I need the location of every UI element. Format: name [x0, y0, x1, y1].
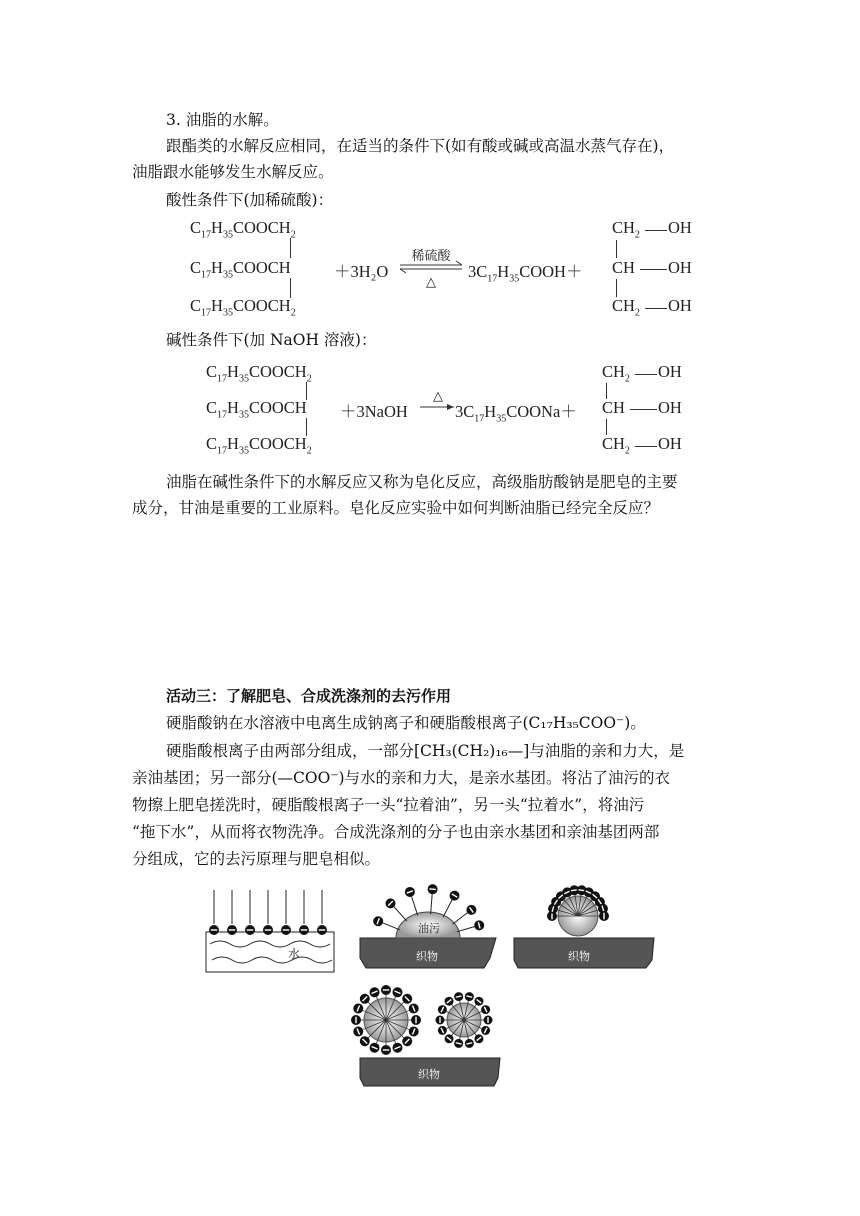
activity-heading: 活动三：了解肥皂、合成洗涤剂的去污作用	[166, 687, 452, 705]
intro-line-1: 跟酯类的水解反应相同，在适当的条件下(如有酸或碱或高温水蒸气存在)，	[166, 137, 675, 155]
triglyceride-row-3: $C_{17}H_{35}COOCH_2$	[206, 434, 312, 457]
triglyceride-row-1: $C_{17}H_{35}COOCH_2$	[190, 218, 296, 241]
hydrophilic-head	[209, 925, 219, 935]
activity-p2-line1: 硬脂酸根离子由两部分组成，一部分[CH₃(CH₂)₁₆—]与油脂的亲和力大，是	[166, 742, 685, 760]
acid-condition-label: 酸性条件下(加稀硫酸)：	[166, 191, 334, 209]
hydrophilic-head	[381, 985, 391, 995]
hydrophilic-head	[481, 1026, 490, 1035]
hydrophilic-head	[299, 925, 309, 935]
bond	[645, 308, 667, 309]
bond	[635, 446, 657, 447]
hydrophilic-head	[245, 925, 255, 935]
detergent-figure	[200, 880, 670, 1090]
hydrophilic-head	[599, 911, 609, 921]
hydrophilic-head	[454, 992, 463, 1001]
hydrophilic-head	[227, 925, 237, 935]
glycerol-oh-1: OH	[658, 362, 682, 381]
condition-bottom: △	[426, 275, 436, 290]
glycerol-oh-1: OH	[668, 218, 692, 237]
hydrophilic-head	[405, 887, 415, 897]
hydrophilic-head	[370, 987, 380, 997]
micelle	[547, 885, 609, 936]
glycerol-oh-3: OH	[658, 434, 682, 453]
triglyceride-row-2: $C_{17}H_{35}COOCH$	[206, 398, 307, 421]
micelle	[351, 985, 421, 1055]
hydrophilic-head	[454, 1039, 463, 1048]
bond	[606, 419, 607, 435]
hydrophilic-head	[465, 992, 474, 1001]
glycerol-row-2: CH	[612, 258, 635, 277]
hydrophilic-head	[474, 1034, 483, 1043]
glycerol-row-1: $CH_2$	[612, 218, 640, 241]
summary-line-1: 油脂在碱性条件下的水解反应又称为皂化反应，高级脂肪酸钠是肥皂的主要	[166, 473, 678, 491]
hydrophilic-head	[481, 1005, 490, 1014]
product-sodium-stearate: $3C_{17}H_{35}COONa+$	[455, 402, 577, 425]
oil-label: 油污	[418, 922, 440, 935]
bond	[630, 409, 657, 410]
intro-line-2: 油脂跟水能够发生水解反应。	[132, 163, 334, 181]
glycerol-row-2: CH	[602, 398, 625, 417]
hydrophilic-head	[428, 884, 438, 894]
hydrophilic-head	[353, 1004, 363, 1014]
panel-oil-on-fabric	[360, 884, 496, 968]
forward-arrow	[418, 386, 458, 414]
micelle	[436, 992, 493, 1048]
glycerol-oh-2: OH	[658, 398, 682, 417]
hydrophilic-head	[381, 1045, 391, 1055]
hydrophilic-head	[386, 898, 396, 908]
panel-water-surface	[206, 890, 334, 972]
hydrophilic-head	[474, 997, 483, 1006]
hydrophilic-head	[409, 1004, 419, 1014]
alkali-condition-label: 碱性条件下(加 NaOH 溶液)：	[166, 331, 377, 349]
activity-p2-line4: “拖下水”，从而将衣物洗净。合成洗涤剂的分子也由亲水基团和亲油基团两部	[132, 823, 660, 841]
bond	[290, 278, 291, 298]
hydrophilic-head	[351, 1015, 361, 1025]
hydrophilic-head	[263, 925, 273, 935]
glycerol-row-3: $CH_2$	[602, 434, 630, 457]
hydrophilic-head	[438, 1005, 447, 1014]
triglyceride-row-3: $C_{17}H_{35}COOCH_2$	[190, 296, 296, 319]
hydrophilic-head	[411, 1015, 421, 1025]
bond	[635, 374, 657, 375]
hydrophilic-head	[438, 1026, 447, 1035]
product-stearic-acid: $3C_{17}H_{35}COOH+$	[468, 262, 583, 285]
hydrophilic-head	[466, 905, 476, 915]
bond	[645, 230, 667, 231]
activity-p1: 硬脂酸钠在水溶液中电离生成钠离子和硬脂酸根离子(C₁₇H₃₅COO⁻)。	[166, 714, 646, 732]
condition-top: 稀硫酸	[411, 249, 451, 264]
section-heading: 3. 油脂的水解。	[166, 111, 279, 129]
reversible-arrow	[396, 246, 466, 290]
hydrophilic-head	[402, 994, 412, 1004]
hydrophilic-head	[436, 1016, 445, 1025]
panel-lifting-oil	[514, 885, 654, 968]
panel-dispersed-micelles	[351, 985, 500, 1086]
hydrophilic-head	[402, 1036, 412, 1046]
hydrophilic-head	[392, 987, 402, 997]
glycerol-row-1: $CH_2$	[602, 362, 630, 385]
bond	[616, 279, 617, 297]
hydrophilic-head	[353, 1026, 363, 1036]
hydrophilic-head	[474, 920, 484, 930]
activity-p2-line2: 亲油基团；另一部分(—COO⁻)与水的亲和力大，是亲水基团。将沾了油污的衣	[132, 769, 671, 787]
bond	[640, 269, 667, 270]
hydrophilic-head	[373, 916, 383, 926]
glycerol-oh-3: OH	[668, 296, 692, 315]
triglyceride-row-1: $C_{17}H_{35}COOCH_2$	[206, 362, 312, 385]
activity-p2-line5: 分组成，它的去污原理与肥皂相似。	[132, 850, 381, 868]
hydrophilic-head	[409, 1026, 419, 1036]
hydrophilic-head	[360, 994, 370, 1004]
bond	[616, 240, 617, 258]
fabric-label: 织物	[416, 950, 438, 963]
hydrophilic-head	[465, 1039, 474, 1048]
reactant-naoh: ＋3NaOH	[340, 402, 408, 421]
hydrophilic-head	[392, 1043, 402, 1053]
reactant-water: ＋3H₂O	[334, 262, 389, 281]
triglyceride-row-2: $C_{17}H_{35}COOCH$	[190, 258, 291, 281]
hydrophilic-head	[450, 891, 460, 901]
hydrophilic-head	[281, 925, 291, 935]
hydrophilic-head	[445, 1034, 454, 1043]
hydrophilic-head	[370, 1043, 380, 1053]
bond	[290, 238, 291, 258]
summary-line-2: 成分，甘油是重要的工业原料。皂化反应实验中如何判断油脂已经完全反应？	[132, 499, 660, 517]
activity-p2-line3: 物擦上肥皂搓洗时，硬脂酸根离子一头“拉着油”，另一头“拉着水”，将油污	[132, 796, 645, 814]
hydrophilic-head	[360, 1036, 370, 1046]
hydrophilic-head	[484, 1016, 493, 1025]
fabric-label: 织物	[418, 1068, 440, 1081]
hydrophilic-head	[317, 925, 327, 935]
fabric-label: 织物	[568, 950, 590, 963]
hydrophilic-head	[445, 997, 454, 1006]
glycerol-oh-2: OH	[668, 258, 692, 277]
water-label: 水	[288, 947, 301, 961]
glycerol-row-3: $CH_2$	[612, 296, 640, 319]
bond	[606, 383, 607, 399]
condition-top: △	[433, 389, 443, 404]
